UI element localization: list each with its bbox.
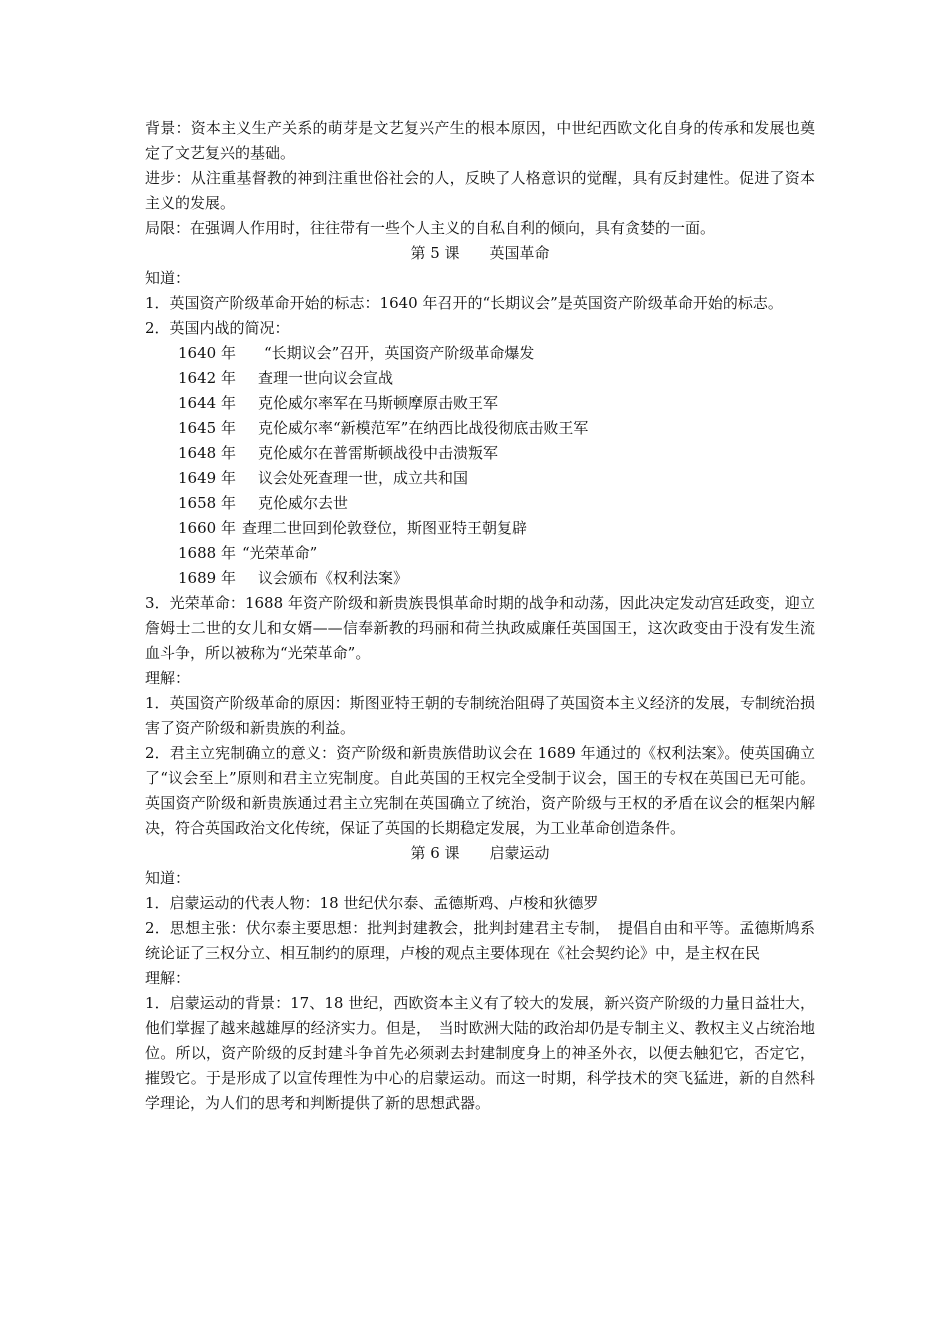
lesson5-know-label: 知道： <box>145 269 191 287</box>
timeline-year: 1660 年 <box>178 519 236 537</box>
timeline-row <box>145 466 815 491</box>
lesson5-item-2: 2．英国内战的简况： <box>145 319 290 337</box>
lesson5-understand-1: 1．英国资产阶级革命的原因：斯图亚特王朝的专制统治阻碍了英国资本主义经济的发展，专制统治损害了资产阶级和新贵族的利益。 <box>145 694 815 737</box>
timeline-event: 议会处死查理一世，成立共和国 <box>258 469 469 487</box>
timeline-year: 1644 年 <box>178 394 236 412</box>
lesson6-know-label: 知道： <box>145 869 191 887</box>
lesson5-title: 第 5 课 英国革命 <box>410 244 550 262</box>
timeline-event: 克伦威尔率军在马斯顿摩原击败王军 <box>258 394 499 412</box>
document-page <box>145 116 815 1116</box>
background-paragraph: 背景：资本主义生产关系的萌芽是文艺复兴产生的根本原因，中世纪西欧文化自身的传承和发展也奠定了文艺复兴的基础。 <box>145 119 815 162</box>
lesson6-item-2: 2．思想主张：伏尔泰主要思想：批判封建教会，批判封建君主专制， 提倡自由和平等。孟德斯鸠系统论证了三权分立、相互制约的原理，卢梭的观点主要体现在《社会契约论》中，是主权在民 <box>145 919 815 962</box>
lesson5-item-3: 3．光荣革命：1688 年资产阶级和新贵族畏惧革命时期的战争和动荡，因此决定发动宫廷政变，迎立詹姆士二世的女儿和女婿——信奉新教的玛丽和荷兰执政威廉任英国国王，这次政变由于没有发生流血斗争，所以被称为“光荣革命”。 <box>145 594 815 662</box>
timeline-row <box>145 341 815 366</box>
lesson6-title: 第 6 课 启蒙运动 <box>410 844 550 862</box>
timeline-row <box>145 366 815 391</box>
lesson6-understand-label: 理解： <box>145 969 191 987</box>
timeline-row <box>145 441 815 466</box>
lesson6-understand-1: 1．启蒙运动的背景：17、18 世纪，西欧资本主义有了较大的发展，新兴资产阶级的力量日益壮大，他们掌握了越来越雄厚的经济实力。但是， 当时欧洲大陆的政治却仍是专制主义、教权主义占统治地位。所以，资产阶级的反封建斗争首先必须剥去封建制度身上的神圣外衣，以便去触犯它，否定它，摧毁它。于是形成了以宣传理性为中心的启蒙运动。而这一时期，科学技术的突飞猛进，新的自然科学理论，为人们的思考和判断提供了新的思想武器。 <box>145 994 815 1112</box>
lesson5-item-1: 1．英国资产阶级革命开始的标志：1640 年召开的“长期议会”是英国资产阶级革命开始的标志。 <box>145 294 783 312</box>
timeline-year: 1688 年 <box>178 544 236 562</box>
progress-paragraph: 进步：从注重基督教的神到注重世俗社会的人，反映了人格意识的觉醒，具有反封建性。促进了资本主义的发展。 <box>145 169 815 212</box>
timeline-year: 1648 年 <box>178 444 236 462</box>
timeline-event: 克伦威尔率“新模范军”在纳西比战役彻底击败王军 <box>258 419 589 437</box>
timeline-row <box>145 491 815 516</box>
timeline-row <box>145 541 815 566</box>
timeline-event: 查理一世向议会宣战 <box>258 369 394 387</box>
civil-war-timeline <box>145 341 815 591</box>
timeline-event: “光荣革命” <box>242 544 318 562</box>
timeline-event: 议会颁布《权利法案》 <box>258 569 409 587</box>
lesson5-understand-2: 2．君主立宪制确立的意义：资产阶级和新贵族借助议会在 1689 年通过的《权利法案》。使英国确立了“议会至上”原则和君主立宪制度。自此英国的王权完全受制于议会，国王的专权在英国已无可能。英国资产阶级和新贵族通过君主立宪制在英国确立了统治，资产阶级与王权的矛盾在议会的框架内解决，符合英国政治文化传统，保证了英国的长期稳定发展，为工业革命创造条件。 <box>145 744 815 837</box>
timeline-row <box>145 416 815 441</box>
timeline-year: 1658 年 <box>178 494 236 512</box>
timeline-event: 克伦威尔在普雷斯顿战役中击溃叛军 <box>258 444 499 462</box>
timeline-year: 1645 年 <box>178 419 236 437</box>
timeline-year: 1642 年 <box>178 369 236 387</box>
lesson6-item-1: 1．启蒙运动的代表人物：18 世纪伏尔泰、孟德斯鸡、卢梭和狄德罗 <box>145 894 599 912</box>
timeline-row <box>145 566 815 591</box>
timeline-event: 查理二世回到伦敦登位，斯图亚特王朝复辟 <box>242 519 528 537</box>
lesson5-understand-label: 理解： <box>145 669 191 687</box>
limitation-paragraph: 局限：在强调人作用时，往往带有一些个人主义的自私自利的倾向，具有贪婪的一面。 <box>145 219 716 237</box>
timeline-row <box>145 391 815 416</box>
timeline-row <box>145 516 815 541</box>
timeline-year: 1649 年 <box>178 469 236 487</box>
timeline-event: 克伦威尔去世 <box>258 494 349 512</box>
timeline-year: 1689 年 <box>178 569 236 587</box>
timeline-event: “长期议会”召开，英国资产阶级革命爆发 <box>264 344 535 362</box>
timeline-year: 1640 年 <box>178 344 236 362</box>
